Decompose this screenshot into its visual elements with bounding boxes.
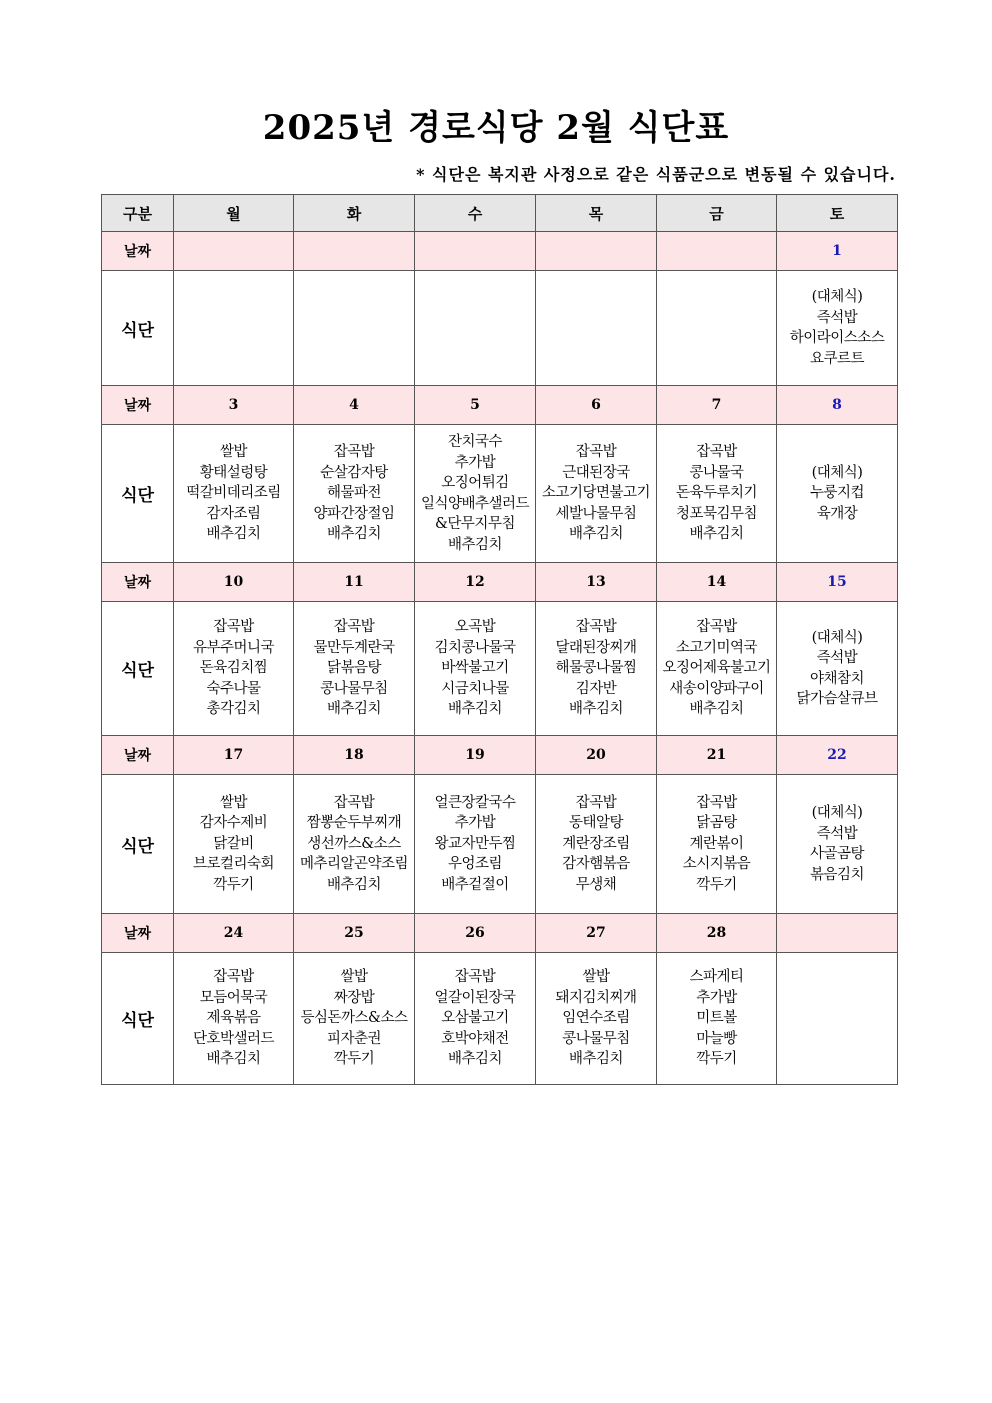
meal-item: 잡곡밥 [575,619,617,636]
meal-item: 배추김치 [447,1051,503,1068]
meal-cell-saturday [777,271,898,386]
meal-item: 스파게티 [689,969,744,986]
date-cell-tuesday: 11 [294,563,415,602]
meal-item: 호박야채전 [441,1030,509,1047]
meal-item: 청포묵김무침 [675,505,758,522]
meal-item: 짜장밥 [333,989,375,1006]
meal-item: (대체식) [811,629,863,646]
meal-cell-monday [174,775,294,914]
meal-item: 즉석밥 [816,309,858,326]
meal-plan-table [101,194,898,1085]
meal-item: 미트볼 [696,1010,737,1027]
meal-cell-wednesday [415,425,536,563]
meal-item: 근대된장국 [562,464,630,481]
date-cell-monday [174,232,294,271]
meal-cell-saturday [777,953,898,1085]
meal-item: 잡곡밥 [696,794,737,811]
menu-change-notice: * 식단은 복지관 사정으로 같은 식품군으로 변동될 수 있습니다. [416,165,896,184]
meal-item: 숙주나물 [206,680,261,697]
meal-item: 돈육두루치기 [675,485,758,502]
meal-item: 세발나물무침 [555,505,637,522]
header-monday: 월 [174,195,294,232]
date-cell-friday: 14 [657,563,777,602]
date-cell-saturday: 22 [777,736,898,775]
meal-item: (대체식) [811,289,863,305]
meal-row-label: 식단 [102,271,174,386]
meal-item: 닭갈비 [213,835,254,852]
meal-item: 생선까스&소스 [307,835,401,852]
meal-cell-saturday [777,775,898,914]
meal-item: 감자조림 [206,505,261,522]
date-cell-wednesday [415,232,536,271]
meal-cell-tuesday [294,953,415,1085]
meal-item: 닭가슴살큐브 [796,691,878,707]
meal-row [102,602,898,736]
meal-cell-thursday [536,271,657,386]
meal-item: 즉석밥 [816,825,858,842]
meal-item: 시금치나물 [441,680,509,697]
meal-cell-friday [657,775,777,914]
meal-item: 배추김치 [326,876,382,893]
meal-item: 배추김치 [326,526,382,543]
meal-item: 사골곰탕 [809,846,865,862]
meal-item: 물만두계란국 [313,639,395,656]
date-cell-saturday: 8 [777,386,898,425]
meal-item: 임연수조림 [562,1010,630,1027]
meal-cell-monday [174,425,294,563]
meal-item: 추가밥 [454,454,496,471]
meal-cell-friday [657,602,777,736]
meal-item: 일식양배추샐러드 [420,495,530,512]
meal-item: 볶음김치 [809,866,865,883]
meal-item: 잡곡밥 [213,969,254,986]
meal-item: 모듬어묵국 [199,989,268,1006]
header-saturday: 토 [777,195,898,232]
meal-item: 오삼불고기 [441,1010,509,1027]
date-cell-wednesday: 19 [415,736,536,775]
meal-item: 잡곡밥 [454,969,496,986]
meal-item: 잔치국수 [447,434,503,450]
meal-item: 피자춘권 [326,1030,382,1047]
meal-cell-monday [174,953,294,1085]
meal-item: 배추김치 [568,526,624,543]
meal-cell-wednesday [415,602,536,736]
meal-cell-tuesday [294,425,415,563]
date-cell-saturday: 15 [777,563,898,602]
meal-item: 깍두기 [696,876,737,893]
meal-item: 배추김치 [568,701,624,718]
date-row-label: 날짜 [102,563,174,602]
meal-cell-monday [174,602,294,736]
meal-item: 소고기미역국 [675,639,758,656]
meal-item: 동태알탕 [568,815,624,832]
meal-item: 순살감자탕 [320,464,388,481]
meal-item: 야채참치 [809,670,865,687]
meal-item: 등심돈까스&소스 [300,1010,408,1027]
meal-item: 브로컬리숙회 [192,856,275,873]
date-row [102,914,898,953]
meal-row [102,271,898,386]
meal-item: 추가밥 [454,815,496,832]
meal-item: 오징어튀김 [441,475,509,491]
meal-cell-saturday [777,425,898,563]
meal-item: 황태설렁탕 [199,464,268,481]
meal-item: 해물파전 [326,485,382,502]
meal-item: 잡곡밥 [696,619,737,636]
meal-cell-wednesday [415,271,536,386]
meal-cell-thursday [536,953,657,1085]
meal-item: 하이라이스소스 [789,330,885,346]
meal-item: 배추김치 [326,701,382,718]
meal-item: 오곡밥 [454,619,496,636]
meal-item: 얼큰장칼국수 [434,794,516,811]
meal-item: 잡곡밥 [333,794,375,811]
date-row-label: 날짜 [102,914,174,953]
meal-item: 잡곡밥 [213,619,254,636]
meal-item: 떡갈비데리조림 [186,485,281,502]
date-cell-tuesday: 4 [294,386,415,425]
meal-item: 잡곡밥 [575,794,617,811]
date-row-label: 날짜 [102,232,174,271]
meal-item: 감자수제비 [199,815,268,832]
meal-item: 깍두기 [696,1051,737,1068]
date-cell-saturday: 1 [777,232,898,271]
meal-item: 얼갈이된장국 [434,989,516,1006]
meal-item: 배추김치 [689,701,744,718]
date-cell-thursday: 6 [536,386,657,425]
meal-item: 쌀밥 [340,969,368,986]
meal-item: 쌀밥 [582,969,610,986]
meal-item: 짬뽕순두부찌개 [306,815,402,832]
meal-item: 감자햄볶음 [562,856,630,873]
meal-item: 콩나물무침 [320,680,388,697]
meal-item: 닭곰탕 [696,815,737,832]
date-cell-friday: 21 [657,736,777,775]
date-cell-wednesday: 26 [415,914,536,953]
meal-cell-tuesday [294,602,415,736]
meal-cell-friday [657,953,777,1085]
date-row-label: 날짜 [102,736,174,775]
meal-item: 육개장 [816,505,858,522]
meal-item: 잡곡밥 [333,444,375,461]
meal-item: 소시지볶음 [682,856,751,873]
meal-item: 잡곡밥 [575,444,617,461]
meal-item: (대체식) [811,464,863,481]
meal-cell-tuesday [294,775,415,914]
date-row-label: 날짜 [102,386,174,425]
meal-item: 깍두기 [333,1051,375,1068]
header-tuesday: 화 [294,195,415,232]
date-cell-friday [657,232,777,271]
meal-item: 배추김치 [447,701,503,718]
meal-item: 즉석밥 [816,650,858,666]
meal-item: 돼지김치찌개 [555,989,637,1006]
meal-item: 소고기당면불고기 [541,485,651,502]
meal-item: 제육볶음 [206,1010,261,1027]
header-thursday: 목 [536,195,657,232]
date-row [102,232,898,271]
meal-cell-thursday [536,602,657,736]
meal-item: 무생채 [575,876,617,893]
meal-item: 해물콩나물찜 [555,660,637,677]
meal-plan-body [102,232,898,1085]
meal-row [102,775,898,914]
meal-item: 요쿠르트 [809,350,865,367]
header-wednesday: 수 [415,195,536,232]
meal-cell-thursday [536,425,657,563]
date-cell-wednesday: 5 [415,386,536,425]
meal-row-label: 식단 [102,953,174,1085]
meal-item: 배추김치 [689,526,744,543]
meal-row-label: 식단 [102,602,174,736]
meal-item: &단무지무침 [435,516,515,532]
meal-item: 바싹불고기 [441,660,509,677]
meal-cell-friday [657,425,777,563]
meal-item: 우엉조림 [447,856,503,873]
date-cell-saturday [777,914,898,953]
meal-row [102,953,898,1085]
meal-cell-thursday [536,775,657,914]
meal-item: 콩나물무침 [562,1030,630,1047]
meal-item: 오징어제육불고기 [662,660,771,677]
meal-item: 배추김치 [206,1051,261,1068]
meal-item: (대체식) [811,805,863,821]
meal-item: 배추김치 [447,536,503,553]
header-friday: 금 [657,195,777,232]
meal-cell-saturday [777,602,898,736]
meal-item: 김치콩나물국 [434,639,516,656]
meal-item: 추가밥 [696,989,737,1006]
meal-item: 마늘빵 [696,1030,737,1047]
meal-item: 돈육김치찜 [199,660,268,677]
date-row [102,386,898,425]
meal-item: 쌀밥 [219,794,247,811]
meal-item: 쌀밥 [219,444,247,461]
meal-cell-friday [657,271,777,386]
meal-item: 배추김치 [568,1051,624,1068]
meal-item: 계란볶이 [689,835,744,852]
meal-cell-wednesday [415,953,536,1085]
meal-item: 메추리알곤약조림 [299,856,409,873]
date-cell-friday: 28 [657,914,777,953]
header-category: 구분 [102,195,174,232]
meal-item: 계란장조림 [562,835,630,852]
date-cell-thursday: 27 [536,914,657,953]
meal-item: 유부주머니국 [192,639,275,656]
meal-row [102,425,898,563]
date-cell-monday: 17 [174,736,294,775]
date-row [102,563,898,602]
meal-item: 배추겉절이 [441,876,509,893]
date-cell-tuesday [294,232,415,271]
date-cell-monday: 24 [174,914,294,953]
meal-row-label: 식단 [102,775,174,914]
meal-cell-tuesday [294,271,415,386]
date-cell-thursday: 13 [536,563,657,602]
date-cell-tuesday: 25 [294,914,415,953]
meal-cell-monday [174,271,294,386]
date-cell-tuesday: 18 [294,736,415,775]
page-title: 2025년 경로식당 2월 식단표 [262,108,730,148]
date-cell-friday: 7 [657,386,777,425]
date-cell-wednesday: 12 [415,563,536,602]
meal-item: 왕교자만두찜 [434,835,516,852]
meal-cell-wednesday [415,775,536,914]
meal-item: 배추김치 [206,526,261,543]
meal-item: 새송이양파구이 [669,680,764,697]
meal-item: 양파간장절임 [313,505,395,522]
meal-item: 김자반 [575,680,617,697]
date-cell-thursday: 20 [536,736,657,775]
meal-item: 잡곡밥 [333,619,375,636]
date-cell-monday: 10 [174,563,294,602]
date-row [102,736,898,775]
meal-item: 잡곡밥 [696,444,737,461]
meal-row-label: 식단 [102,425,174,563]
meal-item: 콩나물국 [689,464,744,481]
meal-item: 단호박샐러드 [192,1030,275,1047]
meal-item: 닭볶음탕 [326,660,382,677]
meal-item: 누룽지컵 [809,485,865,502]
meal-item: 총각김치 [206,701,261,718]
date-cell-thursday [536,232,657,271]
meal-item: 깍두기 [213,876,254,893]
weekday-header-row [102,195,898,232]
date-cell-monday: 3 [174,386,294,425]
meal-item: 달래된장찌개 [555,639,637,656]
